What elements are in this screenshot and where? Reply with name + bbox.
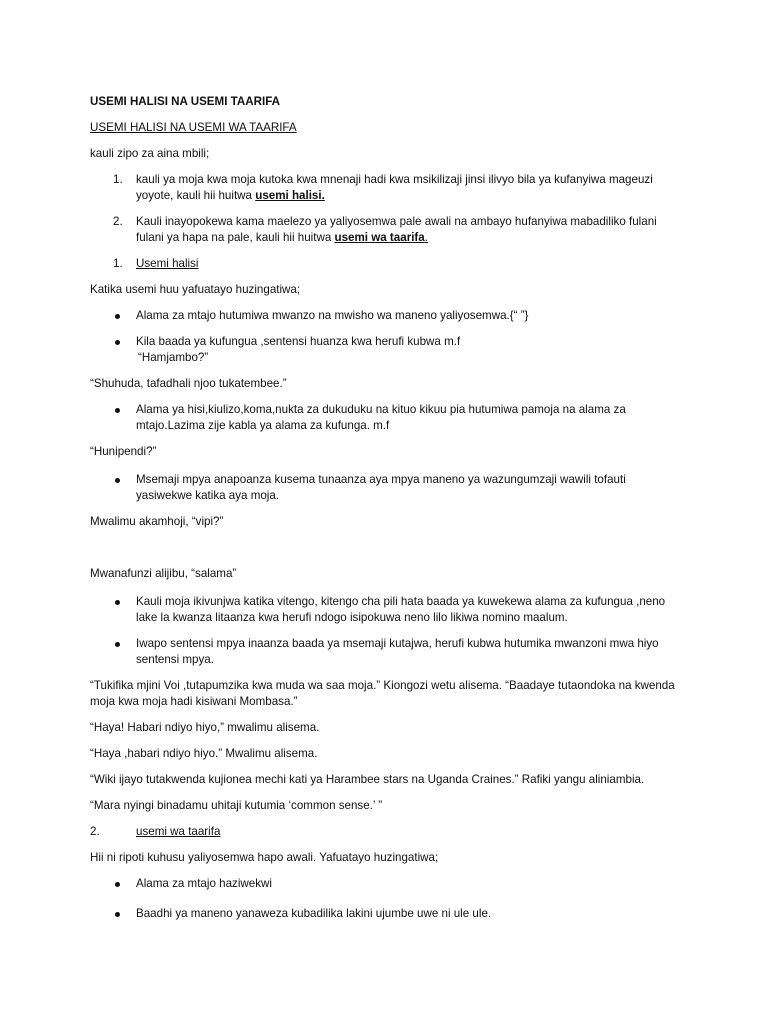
bullet-icon xyxy=(115,912,120,917)
example-5-line2: moja kwa moja hadi kisiwani Mombasa.” xyxy=(90,695,298,708)
list-number: 2. xyxy=(113,215,123,228)
intro-text: kauli zipo za aina mbili; xyxy=(90,147,210,160)
example-1: “Shuhuda, tafadhali njoo tukatembee.” xyxy=(90,377,287,390)
example-2: “Hunipendi?” xyxy=(90,445,157,458)
section2-heading: usemi wa taarifa xyxy=(136,825,221,838)
section1-bullet4-line2: yasiwekwe katika aya moja. xyxy=(136,489,280,502)
type-item-2-line1: Kauli inayopokewa kama maelezo ya yaliyosemwa pale awali na ambayo hufanyiwa mabadiliko fulani xyxy=(136,215,657,228)
section1-bullet4-line1: Msemaji mpya anapoanza kusema tunaanza aya mpya maneno ya wazungumzaji wawili tofauti xyxy=(136,473,626,486)
section1-bullet3-line1: Alama ya hisi,kiulizo,koma,nukta za dukuduku na kituo kikuu pia hutumiwa pamoja na alama za xyxy=(136,403,626,416)
section2-lead: Hii ni ripoti kuhusu yaliyosemwa hapo awali. Yafuatayo huzingatiwa; xyxy=(90,851,439,864)
section1-number: 1. xyxy=(113,257,123,270)
type-item-2-text: fulani ya hapa na pale, kauli hii huitwa xyxy=(136,231,335,244)
section2-number: 2. xyxy=(90,825,100,838)
type-item-1-line1: kauli ya moja kwa moja kutoka kwa mnenaji hadi kwa msikilizaji jinsi ilivyo bila ya kufanyiwa mageuzi xyxy=(136,173,653,186)
example-3: Mwalimu akamhoji, “vipi?” xyxy=(90,515,224,528)
example-8: “Wiki ijayo tutakwenda kujionea mechi kati ya Harambee stars na Uganda Craines.” Rafiki yangu aliniambia. xyxy=(90,773,645,786)
bullet-icon xyxy=(115,408,120,413)
bullet-icon xyxy=(115,478,120,483)
section1-lead: Katika usemi huu yafuatayo huzingatiwa; xyxy=(90,283,301,296)
type-item-1-text: yoyote, kauli hii huitwa xyxy=(136,189,256,202)
type-item-1-line2 xyxy=(136,188,325,204)
example-7: “Haya ,habari ndiyo hiyo.” Mwalimu alisema. xyxy=(90,747,318,760)
bullet-icon xyxy=(115,340,120,345)
section1-bullet5-line2: lake la kwanza litaanza kwa herufi ndogo isipokuwa neno lilo likiwa nomino maalum. xyxy=(136,611,568,624)
document-title: USEMI HALISI NA USEMI TAARIFA xyxy=(90,95,281,108)
bullet-icon xyxy=(115,882,120,887)
document-subtitle: USEMI HALISI NA USEMI WA TAARIFA xyxy=(90,121,297,134)
example-4: Mwanafunzi alijibu, “salama” xyxy=(90,567,237,580)
section1-bullet6-line2: sentensi mpya. xyxy=(136,653,214,666)
section1-heading: Usemi halisi xyxy=(136,257,199,270)
section1-bullet2-line2: “Hamjambo?” xyxy=(138,351,209,364)
section1-bullet6-line1: Iwapo sentensi mpya inaanza baada ya msemaji kutajwa, herufi kubwa hutumika mwanzoni mwa hiyo xyxy=(136,637,659,650)
bullet-icon xyxy=(115,642,120,647)
section1-bullet1: Alama za mtajo hutumiwa mwanzo na mwisho wa maneno yaliyosemwa.{“ ”} xyxy=(136,309,529,322)
type-item-2-line2 xyxy=(136,230,428,246)
example-9: “Mara nyingi binadamu uhitaji kutumia ‘common sense.’ ” xyxy=(90,799,383,812)
term-usemi-wa-taarifa: usemi wa taarifa. xyxy=(334,231,428,244)
term-usemi-halisi: usemi halisi. xyxy=(255,189,325,202)
section2-bullet1: Alama za mtajo haziwekwi xyxy=(136,877,272,890)
example-5-line1: “Tukifika mjini Voi ,tutapumzika kwa muda wa saa moja.” Kiongozi wetu alisema. “Baadaye tutaondoka na kwenda xyxy=(90,679,675,692)
bullet-icon xyxy=(115,314,120,319)
section2-bullet2: Baadhi ya maneno yanaweza kubadilika lakini ujumbe uwe ni ule ule. xyxy=(136,907,492,920)
section1-bullet5-line1: Kauli moja ikivunjwa katika vitengo, kitengo cha pili hata baada ya kuwekewa alama za kufungua ,neno xyxy=(136,595,666,608)
list-number: 1. xyxy=(113,173,123,186)
section1-bullet2-line1: Kila baada ya kufungua ,sentensi huanza kwa herufi kubwa m.f xyxy=(136,335,461,348)
section1-bullet3-line2: mtajo.Lazima zije kabla ya alama za kufunga. m.f xyxy=(136,419,390,432)
example-6: “Haya! Habari ndiyo hiyo,” mwalimu alisema. xyxy=(90,721,320,734)
bullet-icon xyxy=(115,600,120,605)
